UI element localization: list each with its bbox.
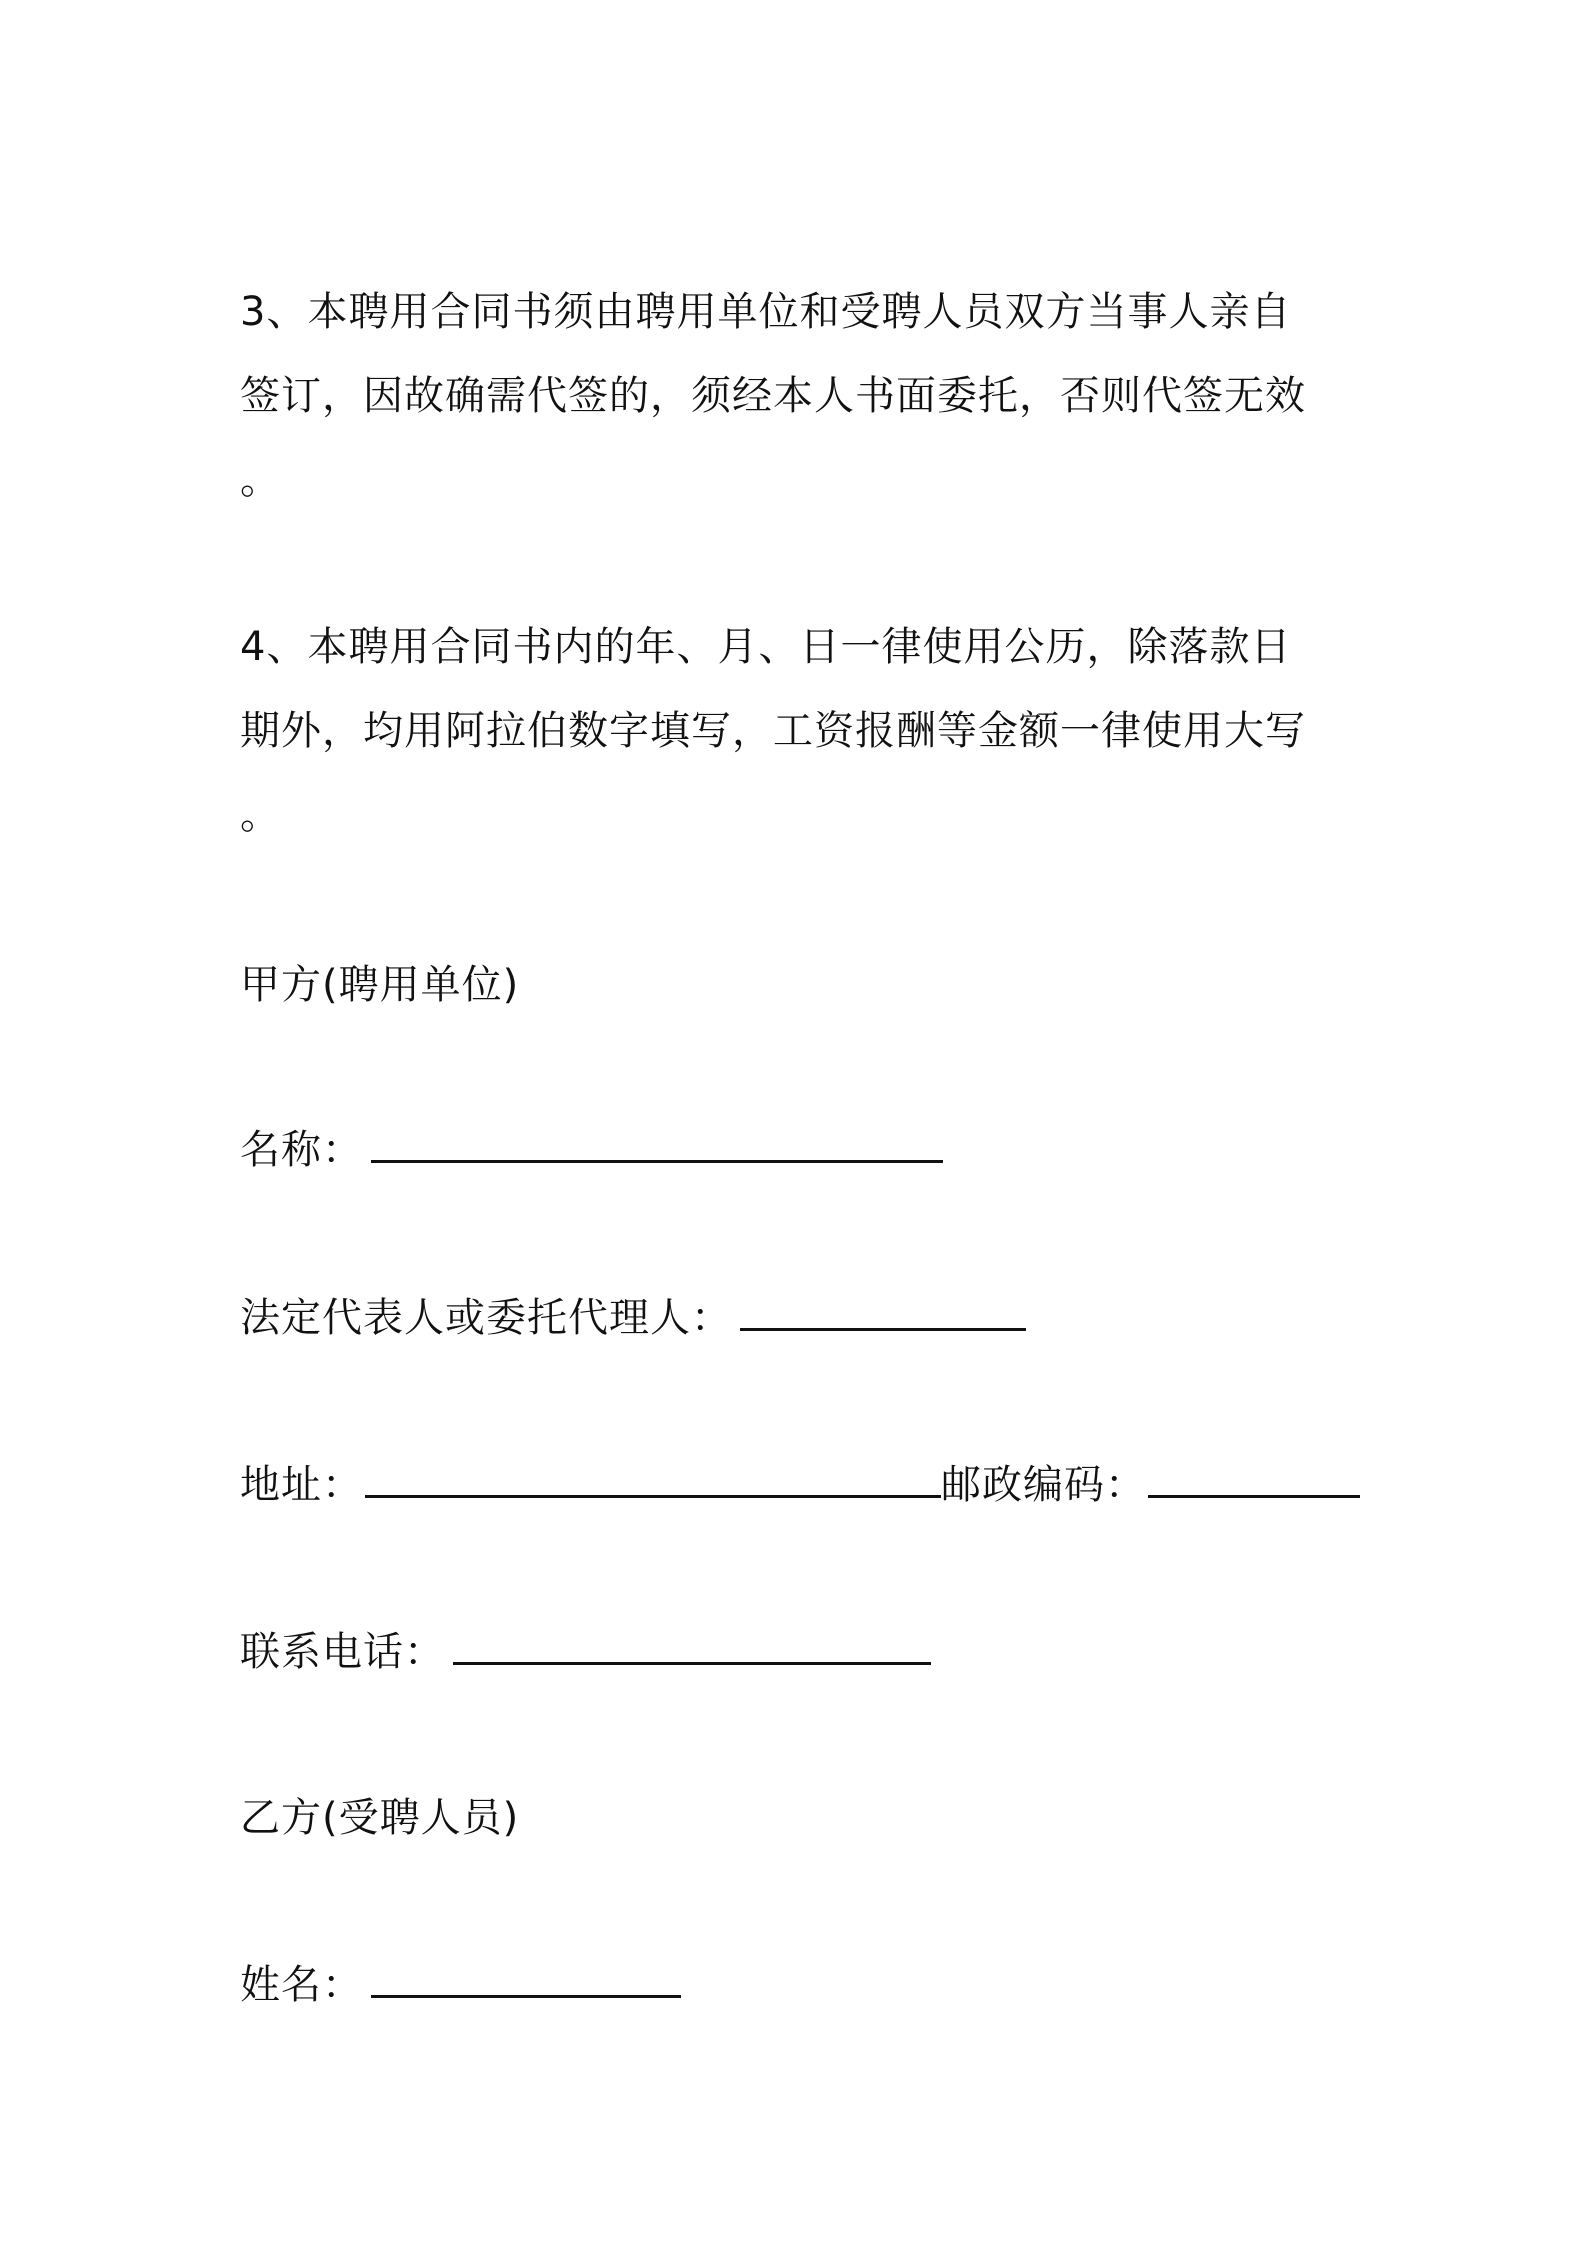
clause-4-line-1: 4、本聘用合同书内的年、月、日一律使用公历，除落款日	[240, 624, 1292, 670]
party-a-heading: 甲方(聘用单位)	[240, 962, 520, 1008]
clause-4-line-2: 期外，均用阿拉伯数字填写，工资报酬等金额一律使用大写	[240, 708, 1306, 754]
party-a-address-row	[240, 1455, 1360, 1515]
party-a-postcode-label: 邮政编码：	[941, 1462, 1146, 1508]
party-a-name-label: 名称：	[240, 1127, 363, 1173]
party-a-name-row	[240, 1120, 943, 1180]
clause-3	[240, 270, 1360, 522]
party-b-heading: 乙方(受聘人员)	[240, 1795, 520, 1841]
party-a-phone-blank[interactable]	[453, 1622, 931, 1665]
party-a-address-blank[interactable]	[365, 1455, 941, 1498]
clause-3-line-2: 签订，因故确需代签的，须经本人书面委托，否则代签无效	[240, 373, 1306, 419]
party-b-name-blank[interactable]	[371, 1955, 681, 1998]
party-b-name-row	[240, 1955, 681, 2015]
party-a-name-blank[interactable]	[371, 1120, 943, 1163]
clause-3-line-1: 3、本聘用合同书须由聘用单位和受聘人员双方当事人亲自	[240, 289, 1292, 335]
party-a-representative-row	[240, 1288, 1026, 1348]
clause-4	[240, 605, 1360, 857]
clause-4-line-3: 。	[240, 792, 281, 838]
clause-3-line-3: 。	[240, 457, 281, 503]
party-a-representative-blank[interactable]	[740, 1288, 1026, 1331]
party-a-phone-row	[240, 1622, 931, 1682]
party-a-phone-label: 联系电话：	[240, 1629, 445, 1675]
party-a-representative-label: 法定代表人或委托代理人：	[240, 1295, 732, 1341]
party-a-address-label: 地址：	[240, 1462, 363, 1508]
party-b-name-label: 姓名：	[240, 1962, 363, 2008]
party-a-postcode-blank[interactable]	[1148, 1455, 1360, 1498]
